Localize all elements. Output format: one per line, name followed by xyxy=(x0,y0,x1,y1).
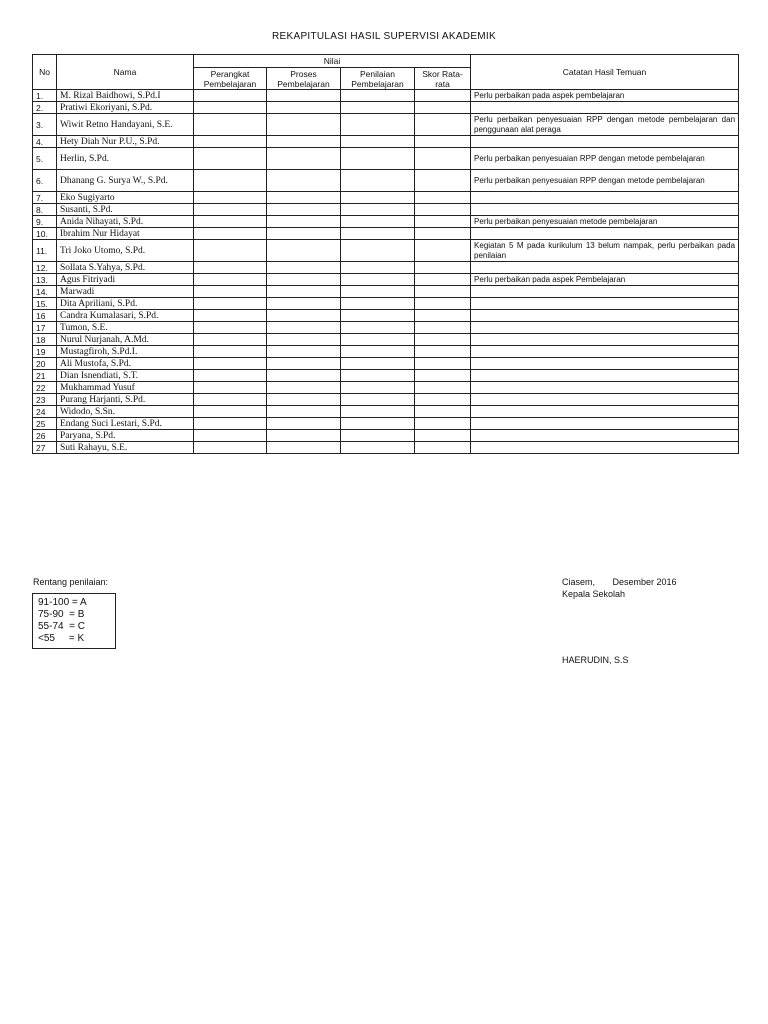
proses-cell xyxy=(267,216,341,228)
proses-cell xyxy=(267,240,341,262)
proses-cell xyxy=(267,310,341,322)
penilaian-cell xyxy=(341,262,415,274)
row-number: 14. xyxy=(33,286,57,298)
proses-cell xyxy=(267,136,341,148)
proses-cell xyxy=(267,262,341,274)
perangkat-cell xyxy=(194,192,267,204)
row-number: 3. xyxy=(33,114,57,136)
catatan-cell xyxy=(471,310,739,322)
catatan-cell xyxy=(471,430,739,442)
penilaian-cell xyxy=(341,334,415,346)
table-row xyxy=(33,274,739,286)
row-number: 24 xyxy=(33,406,57,418)
penilaian-cell xyxy=(341,170,415,192)
signature-role: Kepala Sekolah xyxy=(562,589,626,599)
table-row xyxy=(33,102,739,114)
perangkat-cell xyxy=(194,334,267,346)
catatan-cell xyxy=(471,262,739,274)
proses-cell xyxy=(267,322,341,334)
table-row xyxy=(33,406,739,418)
skor-cell xyxy=(415,346,471,358)
catatan-cell xyxy=(471,286,739,298)
proses-cell xyxy=(267,334,341,346)
perangkat-cell xyxy=(194,286,267,298)
skor-cell xyxy=(415,114,471,136)
catatan-cell xyxy=(471,346,739,358)
row-number: 15. xyxy=(33,298,57,310)
skor-cell xyxy=(415,240,471,262)
table-row xyxy=(33,382,739,394)
perangkat-cell xyxy=(194,346,267,358)
row-number: 5. xyxy=(33,148,57,170)
proses-cell xyxy=(267,382,341,394)
row-number: 12. xyxy=(33,262,57,274)
perangkat-cell xyxy=(194,310,267,322)
rentang-box xyxy=(32,593,116,649)
rentang-label: Rentang penilaian: xyxy=(33,577,109,587)
proses-cell xyxy=(267,170,341,192)
table-row xyxy=(33,442,739,454)
skor-cell xyxy=(415,310,471,322)
catatan-cell: Perlu perbaikan penyesuaian metode pembelajaran xyxy=(471,216,739,228)
skor-cell xyxy=(415,430,471,442)
penilaian-cell xyxy=(341,430,415,442)
catatan-cell xyxy=(471,418,739,430)
penilaian-cell xyxy=(341,310,415,322)
header-catatan: Catatan Hasil Temuan xyxy=(471,55,739,90)
catatan-cell xyxy=(471,382,739,394)
perangkat-cell xyxy=(194,262,267,274)
catatan-cell: Perlu perbaikan penyesuaian RPP dengan metode pembelajaran xyxy=(471,170,739,192)
teacher-name: Endang Suci Lestari, S.Pd. xyxy=(57,418,194,430)
penilaian-cell xyxy=(341,418,415,430)
penilaian-cell xyxy=(341,114,415,136)
proses-cell xyxy=(267,358,341,370)
row-number: 8. xyxy=(33,204,57,216)
teacher-name: Tri Joko Utomo, S.Pd. xyxy=(57,240,194,262)
skor-cell xyxy=(415,102,471,114)
teacher-name: Suti Rahayu, S.E. xyxy=(57,442,194,454)
header-nilai: Nilai xyxy=(194,55,471,68)
proses-cell xyxy=(267,114,341,136)
perangkat-cell xyxy=(194,382,267,394)
supervision-table xyxy=(32,54,739,454)
table-body xyxy=(33,90,739,454)
skor-cell xyxy=(415,216,471,228)
proses-cell xyxy=(267,346,341,358)
teacher-name: Dhanang G. Surya W., S.Pd. xyxy=(57,170,194,192)
header-perangkat: Perangkat Pembelajaran xyxy=(194,68,267,90)
skor-cell xyxy=(415,192,471,204)
skor-cell xyxy=(415,148,471,170)
table-row xyxy=(33,370,739,382)
row-number: 27 xyxy=(33,442,57,454)
proses-cell xyxy=(267,192,341,204)
penilaian-cell xyxy=(341,90,415,102)
proses-cell xyxy=(267,406,341,418)
skor-cell xyxy=(415,418,471,430)
perangkat-cell xyxy=(194,136,267,148)
skor-cell xyxy=(415,334,471,346)
proses-cell xyxy=(267,102,341,114)
skor-cell xyxy=(415,274,471,286)
teacher-name: Pratiwi Ekoriyani, S.Pd. xyxy=(57,102,194,114)
row-number: 7. xyxy=(33,192,57,204)
perangkat-cell xyxy=(194,228,267,240)
perangkat-cell xyxy=(194,394,267,406)
catatan-cell xyxy=(471,136,739,148)
skor-cell xyxy=(415,170,471,192)
catatan-cell xyxy=(471,228,739,240)
skor-cell xyxy=(415,262,471,274)
catatan-cell: Perlu perbaikan pada aspek pembelajaran xyxy=(471,90,739,102)
penilaian-cell xyxy=(341,192,415,204)
rentang-line: 75-90 = B xyxy=(38,609,85,620)
catatan-cell xyxy=(471,334,739,346)
row-number: 13. xyxy=(33,274,57,286)
rentang-line: 55-74 = C xyxy=(38,621,85,632)
catatan-cell: Kegiatan 5 M pada kurikulum 13 belum nampak, perlu perbaikan pada penilaian xyxy=(471,240,739,262)
row-number: 4. xyxy=(33,136,57,148)
catatan-cell xyxy=(471,204,739,216)
proses-cell xyxy=(267,394,341,406)
header-skor: Skor Rata-rata xyxy=(415,68,471,90)
teacher-name: Marwadi xyxy=(57,286,194,298)
header-proses: Proses Pembelajaran xyxy=(267,68,341,90)
proses-cell xyxy=(267,204,341,216)
teacher-name: Anida Nihayati, S.Pd. xyxy=(57,216,194,228)
skor-cell xyxy=(415,228,471,240)
proses-cell xyxy=(267,442,341,454)
rentang-line: <55 = K xyxy=(38,633,85,644)
teacher-name: Tumon, S.E. xyxy=(57,322,194,334)
skor-cell xyxy=(415,322,471,334)
proses-cell xyxy=(267,274,341,286)
penilaian-cell xyxy=(341,370,415,382)
table-row xyxy=(33,228,739,240)
table-row xyxy=(33,286,739,298)
header-nama: Nama xyxy=(57,55,194,90)
perangkat-cell xyxy=(194,170,267,192)
row-number: 22 xyxy=(33,382,57,394)
table-row xyxy=(33,148,739,170)
skor-cell xyxy=(415,286,471,298)
penilaian-cell xyxy=(341,216,415,228)
catatan-cell xyxy=(471,298,739,310)
penilaian-cell xyxy=(341,228,415,240)
perangkat-cell xyxy=(194,322,267,334)
proses-cell xyxy=(267,430,341,442)
teacher-name: Nurul Nurjanah, A.Md. xyxy=(57,334,194,346)
table-row xyxy=(33,358,739,370)
row-number: 26 xyxy=(33,430,57,442)
row-number: 6. xyxy=(33,170,57,192)
table-row xyxy=(33,298,739,310)
proses-cell xyxy=(267,90,341,102)
skor-cell xyxy=(415,442,471,454)
perangkat-cell xyxy=(194,148,267,170)
penilaian-cell xyxy=(341,322,415,334)
skor-cell xyxy=(415,370,471,382)
perangkat-cell xyxy=(194,442,267,454)
perangkat-cell xyxy=(194,90,267,102)
teacher-name: Mukhammad Yusuf xyxy=(57,382,194,394)
table-row xyxy=(33,322,739,334)
penilaian-cell xyxy=(341,102,415,114)
penilaian-cell xyxy=(341,136,415,148)
penilaian-cell xyxy=(341,240,415,262)
penilaian-cell xyxy=(341,382,415,394)
proses-cell xyxy=(267,228,341,240)
skor-cell xyxy=(415,382,471,394)
teacher-name: Herlin, S.Pd. xyxy=(57,148,194,170)
catatan-cell xyxy=(471,192,739,204)
table-row xyxy=(33,90,739,102)
teacher-name: Eko Sugiyarto xyxy=(57,192,194,204)
perangkat-cell xyxy=(194,370,267,382)
penilaian-cell xyxy=(341,358,415,370)
row-number: 11. xyxy=(33,240,57,262)
penilaian-cell xyxy=(341,442,415,454)
table-row xyxy=(33,334,739,346)
skor-cell xyxy=(415,136,471,148)
skor-cell xyxy=(415,90,471,102)
perangkat-cell xyxy=(194,298,267,310)
signature-name: HAERUDIN, S.S xyxy=(562,655,629,665)
table-row xyxy=(33,310,739,322)
catatan-cell xyxy=(471,370,739,382)
teacher-name: Susanti, S.Pd. xyxy=(57,204,194,216)
teacher-name: Wiwit Retno Handayani, S.E. xyxy=(57,114,194,136)
row-number: 16 xyxy=(33,310,57,322)
teacher-name: Ali Mustofa, S.Pd. xyxy=(57,358,194,370)
proses-cell xyxy=(267,370,341,382)
teacher-name: M. Rizal Baidhowi, S.Pd.I xyxy=(57,90,194,102)
header-penilaian: Penilaian Pembelajaran xyxy=(341,68,415,90)
penilaian-cell xyxy=(341,148,415,170)
perangkat-cell xyxy=(194,430,267,442)
skor-cell xyxy=(415,204,471,216)
catatan-cell: Perlu perbaikan penyesuaian RPP dengan metode pembelajaran xyxy=(471,148,739,170)
perangkat-cell xyxy=(194,204,267,216)
perangkat-cell xyxy=(194,358,267,370)
teacher-name: Widodo, S.Sn. xyxy=(57,406,194,418)
catatan-cell xyxy=(471,358,739,370)
row-number: 2. xyxy=(33,102,57,114)
skor-cell xyxy=(415,394,471,406)
teacher-name: Hety Diah Nur P.U., S.Pd. xyxy=(57,136,194,148)
catatan-cell xyxy=(471,394,739,406)
teacher-name: Sollata S.Yahya, S.Pd. xyxy=(57,262,194,274)
skor-cell xyxy=(415,358,471,370)
table-row xyxy=(33,346,739,358)
table-row xyxy=(33,430,739,442)
perangkat-cell xyxy=(194,114,267,136)
table-row xyxy=(33,262,739,274)
penilaian-cell xyxy=(341,346,415,358)
perangkat-cell xyxy=(194,102,267,114)
teacher-name: Mustagfiroh, S.Pd.I. xyxy=(57,346,194,358)
row-number: 23 xyxy=(33,394,57,406)
perangkat-cell xyxy=(194,216,267,228)
penilaian-cell xyxy=(341,274,415,286)
perangkat-cell xyxy=(194,274,267,286)
row-number: 25 xyxy=(33,418,57,430)
row-number: 18 xyxy=(33,334,57,346)
table-row xyxy=(33,240,739,262)
teacher-name: Candra Kumalasari, S.Pd. xyxy=(57,310,194,322)
table-row xyxy=(33,204,739,216)
catatan-cell xyxy=(471,442,739,454)
teacher-name: Paryana, S.Pd. xyxy=(57,430,194,442)
proses-cell xyxy=(267,286,341,298)
penilaian-cell xyxy=(341,286,415,298)
proses-cell xyxy=(267,298,341,310)
teacher-name: Ibrahim Nur Hidayat xyxy=(57,228,194,240)
row-number: 1. xyxy=(33,90,57,102)
row-number: 9. xyxy=(33,216,57,228)
proses-cell xyxy=(267,148,341,170)
penilaian-cell xyxy=(341,298,415,310)
row-number: 19 xyxy=(33,346,57,358)
table-row xyxy=(33,192,739,204)
catatan-cell xyxy=(471,406,739,418)
signature-place-date: Ciasem, Desember 2016 xyxy=(562,577,677,587)
page-title: REKAPITULASI HASIL SUPERVISI AKADEMIK xyxy=(272,31,496,42)
row-number: 17 xyxy=(33,322,57,334)
perangkat-cell xyxy=(194,418,267,430)
skor-cell xyxy=(415,298,471,310)
teacher-name: Dita Apriliani, S.Pd. xyxy=(57,298,194,310)
table-row xyxy=(33,418,739,430)
teacher-name: Dian Isnendiati, S.T. xyxy=(57,370,194,382)
header-no: No xyxy=(33,55,57,90)
skor-cell xyxy=(415,406,471,418)
catatan-cell xyxy=(471,322,739,334)
rentang-line: 91-100 = A xyxy=(38,597,87,608)
penilaian-cell xyxy=(341,204,415,216)
perangkat-cell xyxy=(194,240,267,262)
table-row xyxy=(33,394,739,406)
teacher-name: Purang Harjanti, S.Pd. xyxy=(57,394,194,406)
perangkat-cell xyxy=(194,406,267,418)
penilaian-cell xyxy=(341,406,415,418)
row-number: 10. xyxy=(33,228,57,240)
teacher-name: Agus Fitriyadi xyxy=(57,274,194,286)
row-number: 21 xyxy=(33,370,57,382)
row-number: 20 xyxy=(33,358,57,370)
catatan-cell xyxy=(471,102,739,114)
penilaian-cell xyxy=(341,394,415,406)
catatan-cell: Perlu perbaikan pada aspek Pembelajaran xyxy=(471,274,739,286)
table-row xyxy=(33,136,739,148)
proses-cell xyxy=(267,418,341,430)
table-row xyxy=(33,114,739,136)
table-row xyxy=(33,170,739,192)
catatan-cell: Perlu perbaikan penyesuaian RPP dengan metode pembelajaran dan penggunaan alat peraga xyxy=(471,114,739,136)
table-row xyxy=(33,216,739,228)
